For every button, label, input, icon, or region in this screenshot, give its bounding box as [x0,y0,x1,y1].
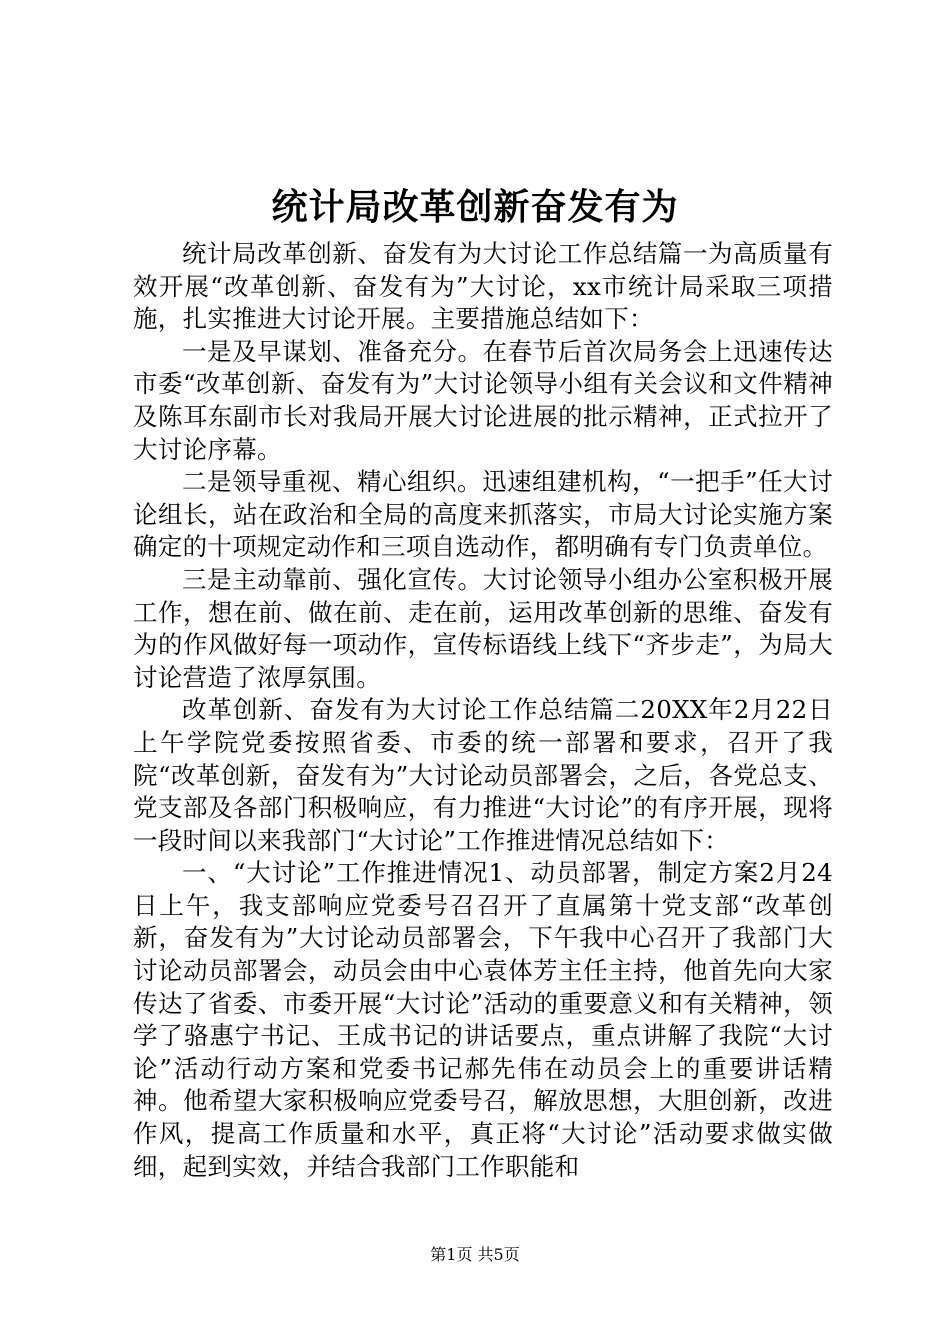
paragraph-4: 三是主动靠前、强化宣传。大讨论领导小组办公室积极开展工作，想在前、做在前、走在前，运用改革创新的思维、奋发有为的作风做好每一项动作，宣传标语线上线下“齐步走”，为局大讨论营造了浓厚氛围。 [133,564,833,692]
paragraph-5: 改革创新、奋发有为大讨论工作总结篇二20XX年2月22日上午学院党委按照省委、市委的统一部署和要求，召开了我院“改革创新，奋发有为”大讨论动员部署会，之后，各党总支、党支部及各部门积极响应，有力推进“大讨论”的有序开展，现将一段时间以来我部门“大讨论”工作推进情况总结如下： [133,695,833,855]
document-body [133,238,833,1183]
page-number-footer: 第1页 共5页 [430,1245,520,1264]
paragraph-2: 一是及早谋划、准备充分。在春节后首次局务会上迅速传达市委“改革创新、奋发有为”大讨论领导小组有关会议和文件精神及陈耳东副市长对我局开展大讨论进展的批示精神，正式拉开了大讨论序幕。 [133,336,833,464]
document-title: 统计局改革创新奋发有为 [271,186,679,228]
paragraph-6: 一、“大讨论”工作推进情况1、动员部署，制定方案2月24日上午，我支部响应党委号召召开了直属第十党支部“改革创新，奋发有为”大讨论动员部署会，下午我中心召开了我部门大讨论动员部署会，动员会由中心袁体芳主任主持，他首先向大家传达了省委、市委开展“大讨论”活动的重要意义和有关精神，领学了骆惠宁书记、王成书记的讲话要点，重点讲解了我院“大讨论”活动行动方案和党委书记郝先伟在动员会上的重要讲话精神。他希望大家积极响应党委号召，解放思想，大胆创新，改进作风，提高工作质量和水平，真正将“大讨论”活动要求做实做细，起到实效，并结合我部门工作职能和 [133,858,834,1181]
paragraph-1: 统计局改革创新、奋发有为大讨论工作总结篇一为高质量有效开展“改革创新、奋发有为”大讨论，xx市统计局采取三项措施，扎实推进大讨论开展。主要措施总结如下： [133,239,833,334]
paragraph-3: 二是领导重视、精心组织。迅速组建机构，“一把手”任大讨论组长，站在政治和全局的高度来抓落实，市局大讨论实施方案确定的十项规定动作和三项自选动作，都明确有专门负责单位。 [133,467,833,562]
